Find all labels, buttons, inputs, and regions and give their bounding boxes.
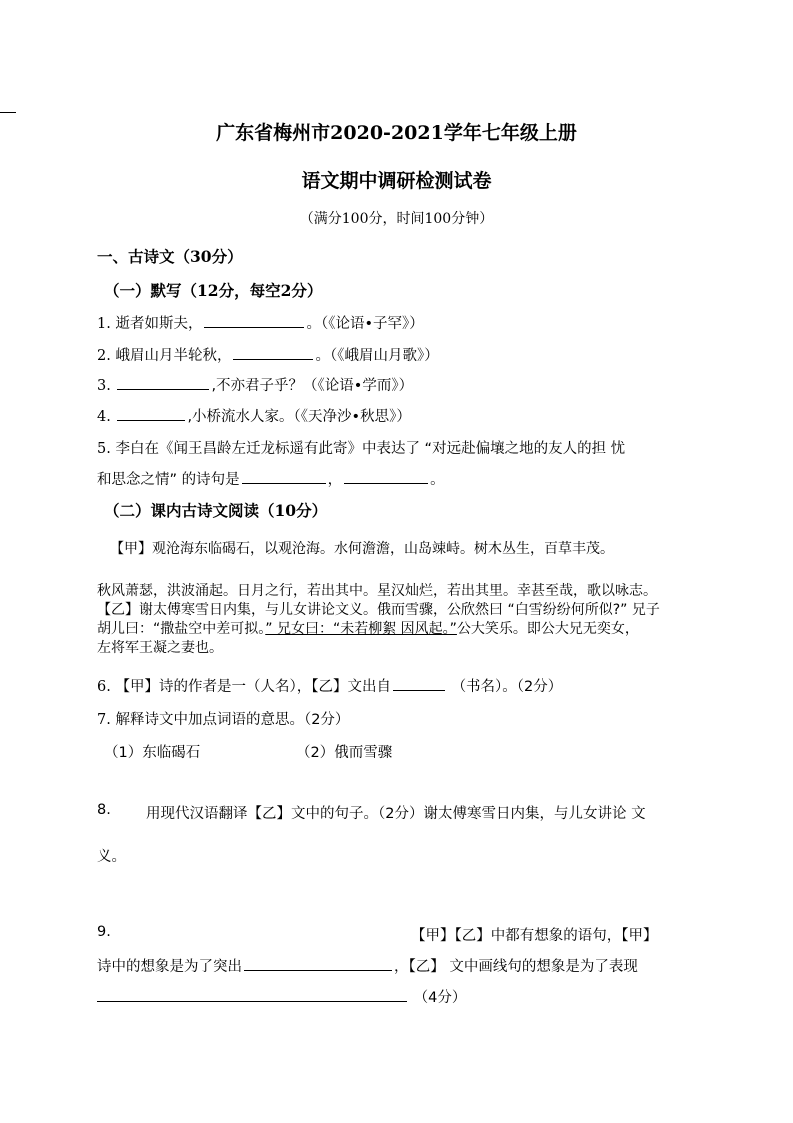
- question-1: 1. 逝者如斯夫， 。（《论语•子罕》）: [97, 312, 424, 333]
- part-heading: （一）默写（12分，每空2分）: [104, 281, 323, 300]
- question-9: 【甲】【乙】中都有想象的语句，【甲】: [411, 928, 658, 944]
- page-title-line2: 语文期中调研检测试卷: [301, 170, 492, 192]
- page-title: 广东省梅州市2020-2021学年七年级上册: [216, 122, 577, 144]
- passage-yi: 【乙】谢太傅寒雪日内集，与儿女讲论文义。俄而雪骤，公欣然曰 “白雪纷纷何所似?” 兄子: [97, 602, 660, 618]
- part-heading: （二）课内古诗文阅读（10分）: [104, 501, 328, 520]
- question-7-item1: （1）东临碣石: [104, 745, 201, 761]
- question-9-line2: 诗中的想象是为了突出 ，【乙】 文中画线句的想象是为了表现: [97, 955, 638, 976]
- passage-line: 胡儿曰：“撒盐空中差可拟。” 兄女曰：“未若柳絮 因风起。”公大笑乐。即公大兄无奕女，: [97, 621, 639, 637]
- answer-blank[interactable]: [393, 676, 445, 691]
- question-3: 3. ,不亦君子乎？（《论语•学而》）: [97, 374, 413, 395]
- question-9-line3: （4分）: [97, 986, 466, 1007]
- question-8-num: 8.: [97, 802, 111, 818]
- question-8-line2: 义。: [97, 849, 126, 865]
- answer-blank[interactable]: [233, 345, 313, 360]
- question-5: 5. 李白在《闻王昌龄左迁龙标遥有此寄》中表达了 “对远赴偏壤之地的友人的担 忧: [97, 441, 626, 457]
- question-8: 用现代汉语翻译【乙】文中的句子。（2分）谢太傅寒雪日内集，与儿女讲论 文: [146, 806, 646, 822]
- question-2: 2. 峨眉山月半轮秋， 。（《峨眉山月歌》）: [97, 344, 439, 365]
- margin-mark: [0, 112, 16, 113]
- answer-blank[interactable]: [117, 375, 209, 390]
- question-5-line2: 和思念之情” 的诗句是 ， 。: [97, 468, 445, 489]
- question-9-num: 9.: [97, 924, 111, 940]
- question-7-item2: （2）俄而雪骤: [296, 745, 393, 761]
- question-7: 7. 解释诗文中加点词语的意思。（2分）: [97, 712, 350, 728]
- exam-info: （满分100分，时间100分钟）: [299, 211, 494, 227]
- answer-blank[interactable]: [242, 469, 326, 484]
- answer-blank[interactable]: [344, 469, 428, 484]
- passage-line: 秋风萧瑟，洪波涌起。日月之行，若出其中。星汉灿烂，若出其里。幸甚至哉，歌以咏志。: [97, 583, 657, 599]
- answer-blank[interactable]: [97, 987, 407, 1002]
- passage-line: 左将军王凝之妻也。: [97, 640, 223, 656]
- answer-blank[interactable]: [204, 313, 304, 328]
- underlined-sentence: ” 兄女曰：“未若柳絮 因风起。”: [265, 621, 457, 637]
- question-6: 6. 【甲】诗的作者是一（人名），【乙】文出自 （书名）。（2分）: [97, 675, 562, 696]
- question-4: 4. ,小桥流水人家。（《天净沙•秋思》）: [97, 405, 411, 426]
- passage-jia: 【甲】观沧海东临碣石，以观沧海。水何澹澹，山岛竦峙。树木丛生，百草丰茂。: [110, 541, 614, 557]
- answer-blank[interactable]: [244, 956, 392, 971]
- section-heading: 一、古诗文（30分）: [97, 247, 243, 266]
- answer-blank[interactable]: [117, 406, 185, 421]
